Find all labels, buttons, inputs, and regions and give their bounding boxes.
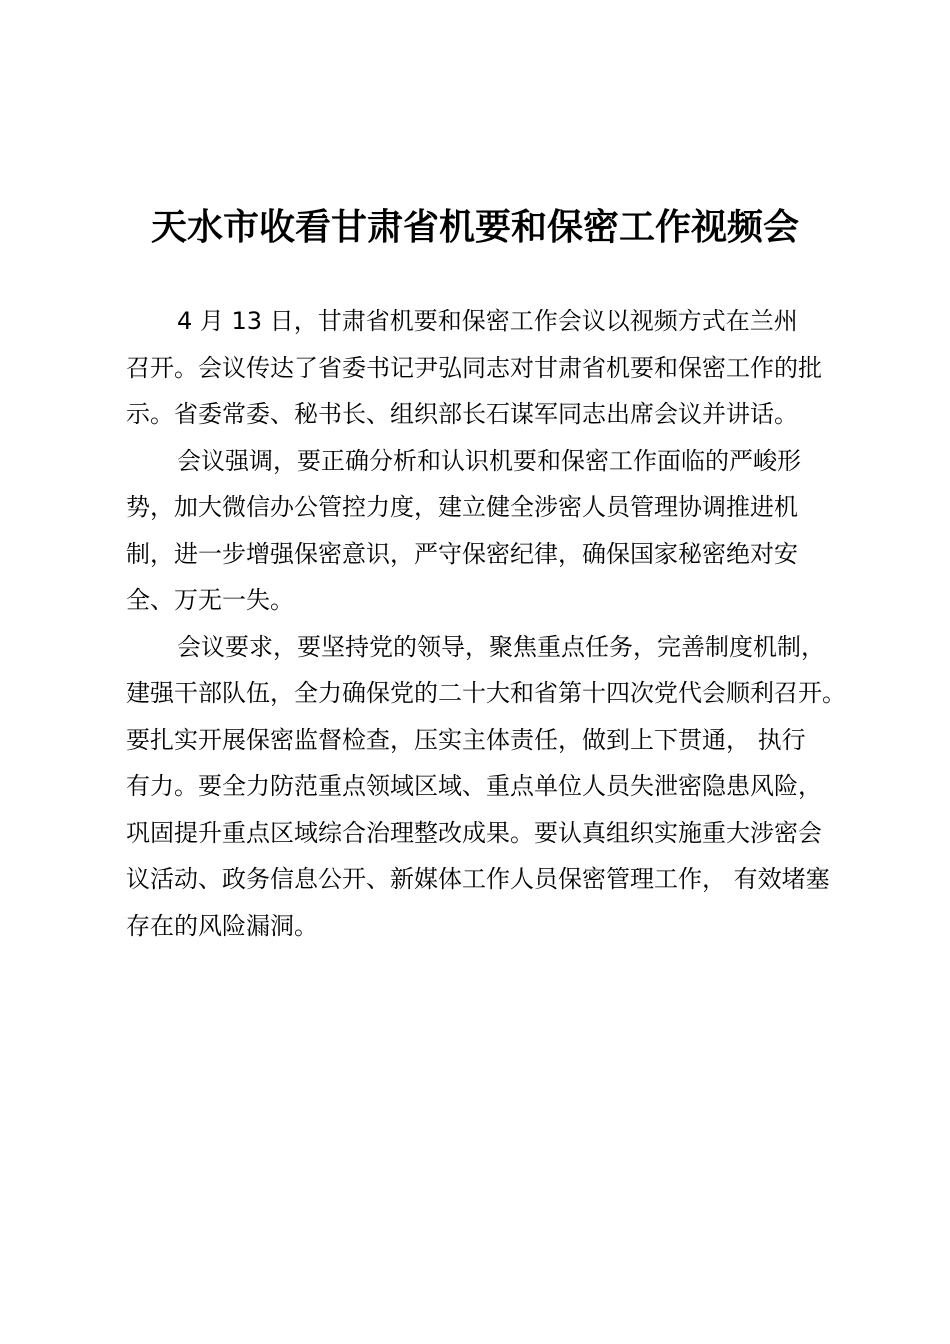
paragraph-3 — [126, 624, 850, 950]
paragraph-line: 建强干部队伍，全力确保党的二十大和省第十四次党代会顺利召开。 — [126, 679, 846, 707]
paragraph-line: 制，进一步增强保密意识，严守保密纪律，确保国家秘密绝对安 — [126, 539, 798, 568]
paragraph-line: 会议要求，要坚持党的领导，聚焦重点任务，完善制度机制， — [177, 632, 825, 661]
document-body — [126, 298, 850, 949]
paragraph-line: 议活动、政务信息公开、新媒体工作人员保密管理工作， 有效堵塞 — [126, 865, 830, 893]
paragraph-line: 4 月 13 日，甘肃省机要和保密工作会议以视频方式在兰州 — [177, 307, 798, 335]
paragraph-line: 势，加大微信办公管控力度，建立健全涉密人员管理协调推进机 — [126, 493, 798, 521]
paragraph-line: 要扎实开展保密监督检查，压实主体责任，做到上下贯通， 执行 — [126, 725, 806, 754]
paragraph-2 — [126, 438, 850, 624]
paragraph-1 — [126, 298, 850, 438]
paragraph-line: 全、万无一失。 — [126, 586, 294, 614]
paragraph-line: 召开。会议传达了省委书记尹弘同志对甘肃省机要和保密工作的批 — [126, 353, 822, 382]
paragraph-line: 会议强调，要正确分析和认识机要和保密工作面临的严峻形 — [177, 446, 801, 475]
paragraph-line: 巩固提升重点区域综合治理整改成果。要认真组织实施重大涉密会 — [126, 818, 822, 847]
paragraph-line: 存在的风险漏洞。 — [126, 911, 318, 940]
document-title: 天水市收看甘肃省机要和保密工作视频会 — [150, 206, 799, 248]
paragraph-line: 示。省委常委、秘书长、组织部长石谋军同志出席会议并讲话。 — [126, 400, 798, 428]
paragraph-line: 有力。要全力防范重点领域区域、重点单位人员失泄密隐患风险， — [126, 772, 822, 800]
